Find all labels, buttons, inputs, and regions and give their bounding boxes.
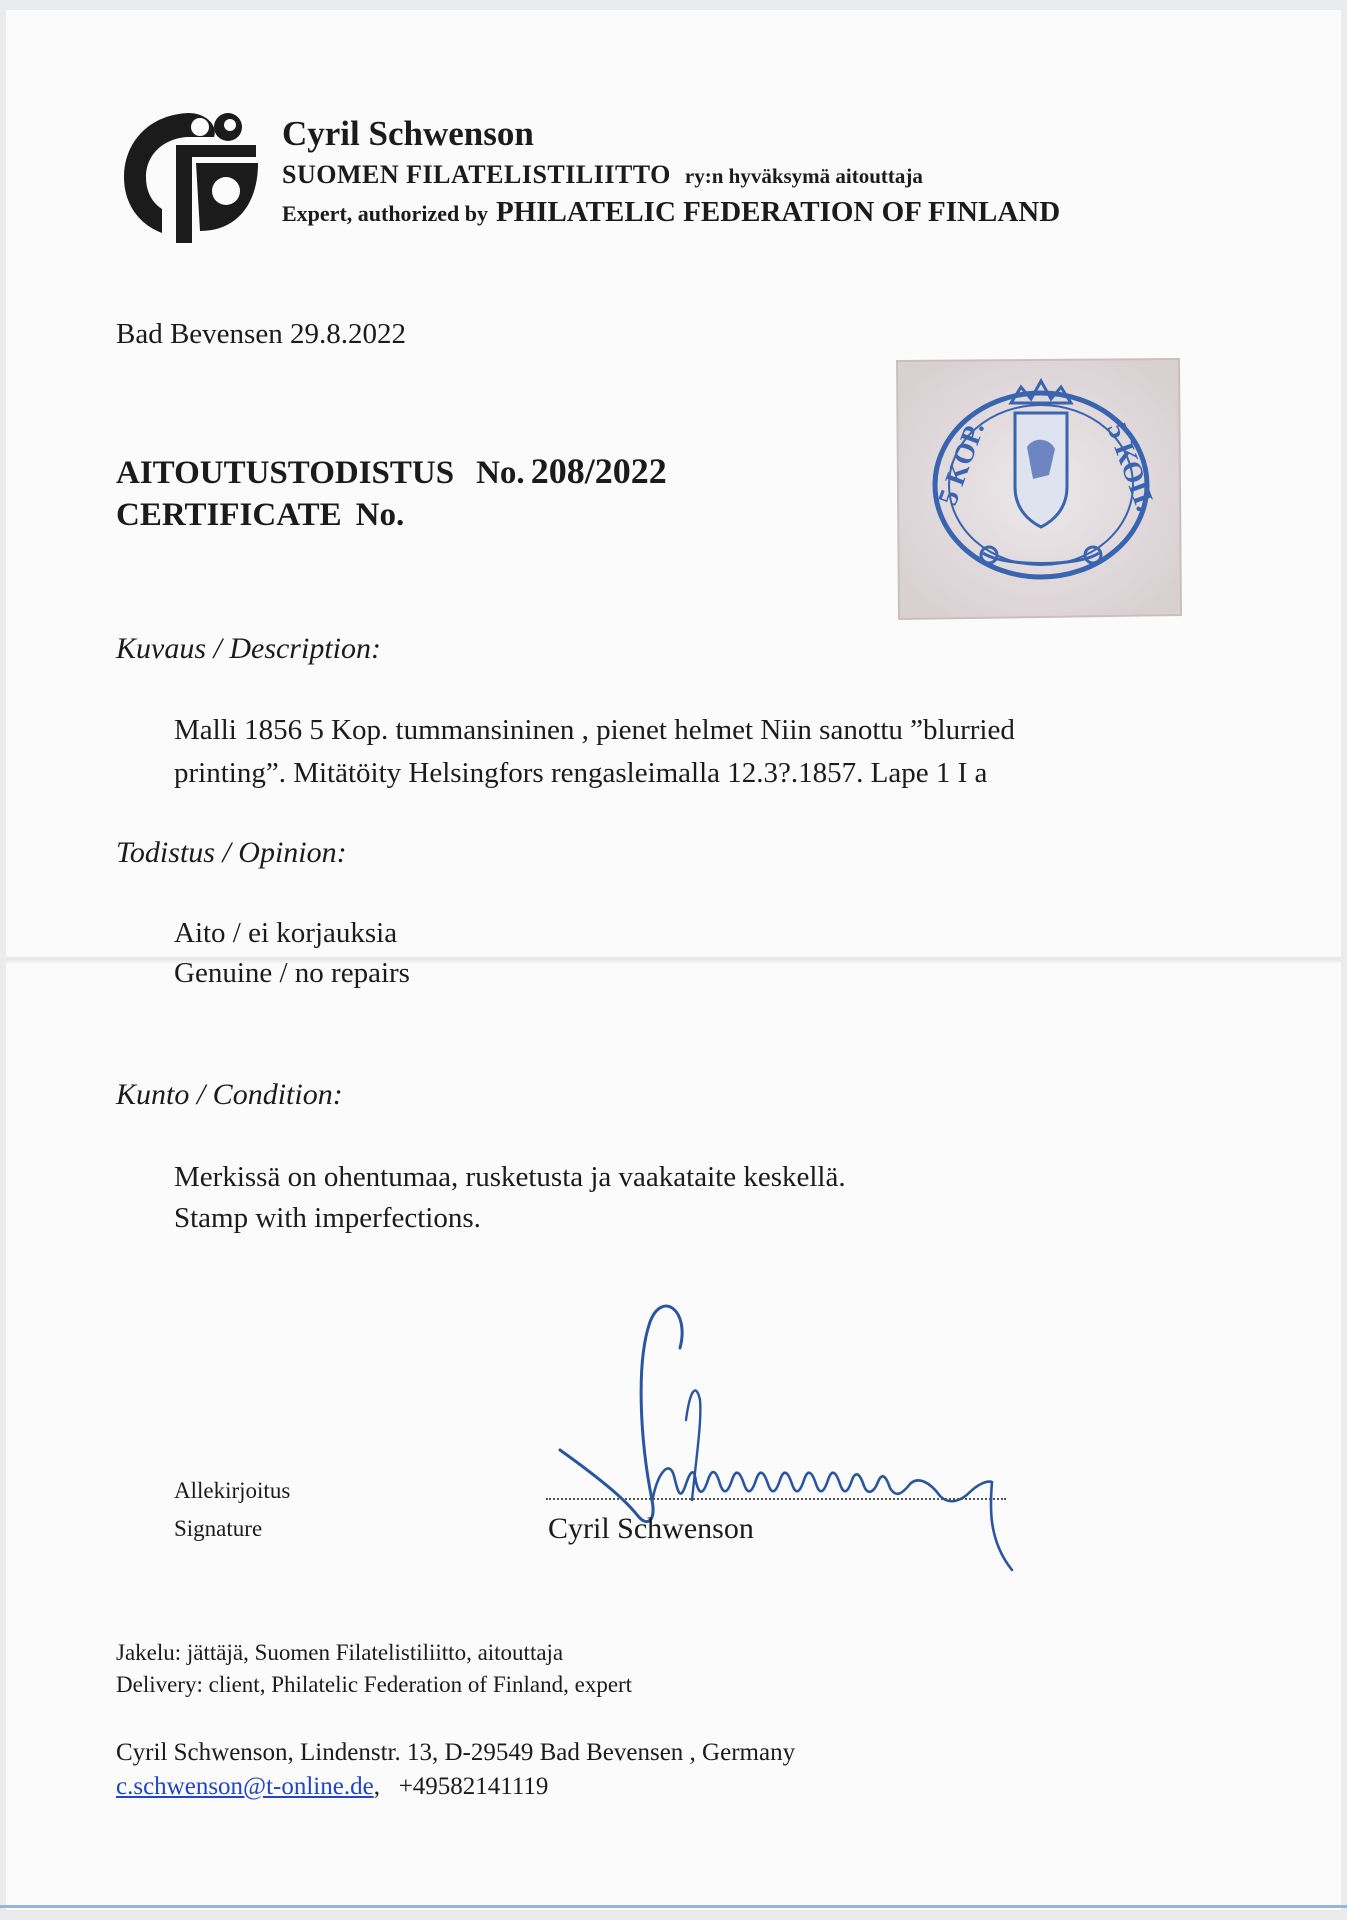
certificate-no-label: No. bbox=[476, 455, 525, 491]
authorization-line bbox=[282, 196, 1060, 229]
federation-en: PHILATELIC FEDERATION OF FINLAND bbox=[495, 196, 1061, 228]
federation-fi: SUOMEN FILATELISTILIITTO bbox=[282, 160, 671, 189]
certificate-number: 208/2022 bbox=[530, 451, 667, 491]
certificate-title-en bbox=[116, 497, 404, 534]
signature-label-fi: Allekirjoitus bbox=[174, 1478, 291, 1503]
description-line-2: printing”. Mitätöity Helsingfors rengasleimalla 12.3?.1857. Lape 1 I a bbox=[174, 757, 988, 789]
opinion-line-1: Aito / ei korjauksia bbox=[174, 917, 398, 949]
description-title: Kuvaus / Description: bbox=[116, 632, 381, 665]
certificate-title-fi bbox=[116, 450, 667, 492]
expert-name: Cyril Schwenson bbox=[282, 114, 534, 153]
distribution-line-1: Jakelu: jättäjä, Suomen Filatelistiliitto, aitouttaja bbox=[116, 1640, 564, 1665]
stamp-image bbox=[893, 357, 1183, 621]
phone-number: +49582141119 bbox=[398, 1773, 549, 1800]
certificate-label-en: CERTIFICATE bbox=[116, 497, 342, 533]
opinion-title: Todistus / Opinion: bbox=[116, 836, 347, 869]
distribution-line-2: Delivery: client, Philatelic Federation of Finland, expert bbox=[116, 1672, 633, 1697]
place-date: Bad Bevensen 29.8.2022 bbox=[116, 318, 406, 350]
bottom-edge bbox=[0, 1905, 1347, 1908]
footer-address: Cyril Schwenson, Lindenstr. 13, D-29549 Bad Bevensen , Germany bbox=[116, 1739, 796, 1766]
certificate-no-label-en: No. bbox=[355, 497, 405, 533]
signature-name: Cyril Schwenson bbox=[548, 1512, 754, 1545]
certificate-label-fi: AITOUTUSTODISTUS bbox=[116, 455, 455, 491]
condition-title: Kunto / Condition: bbox=[116, 1078, 343, 1111]
signature-dotted-line bbox=[546, 1498, 1006, 1500]
contact-separator: , bbox=[373, 1773, 399, 1800]
expert-prefix: Expert, authorized by bbox=[282, 201, 488, 226]
federation-fi-suffix: ry:n hyväksymä aitouttaja bbox=[684, 164, 923, 188]
federation-line bbox=[282, 160, 923, 190]
condition-line-1: Merkissä on ohentumaa, rusketusta ja vaakataite keskellä. bbox=[174, 1161, 846, 1193]
stamp-left-text: 5 KOP. bbox=[932, 417, 992, 510]
email-link[interactable]: c.schwenson@t-online.de bbox=[116, 1773, 374, 1800]
signature-label-en: Signature bbox=[174, 1516, 263, 1541]
stamp-right-text: 5 КОП. bbox=[1100, 418, 1161, 516]
opinion-line-2: Genuine / no repairs bbox=[174, 957, 410, 989]
expert-logo-icon bbox=[118, 105, 268, 245]
condition-line-2: Stamp with imperfections. bbox=[174, 1202, 481, 1234]
description-line-1: Malli 1856 5 Kop. tummansininen , pienet helmet Niin sanottu ”blurried bbox=[174, 714, 1015, 746]
footer-contact bbox=[116, 1773, 548, 1801]
